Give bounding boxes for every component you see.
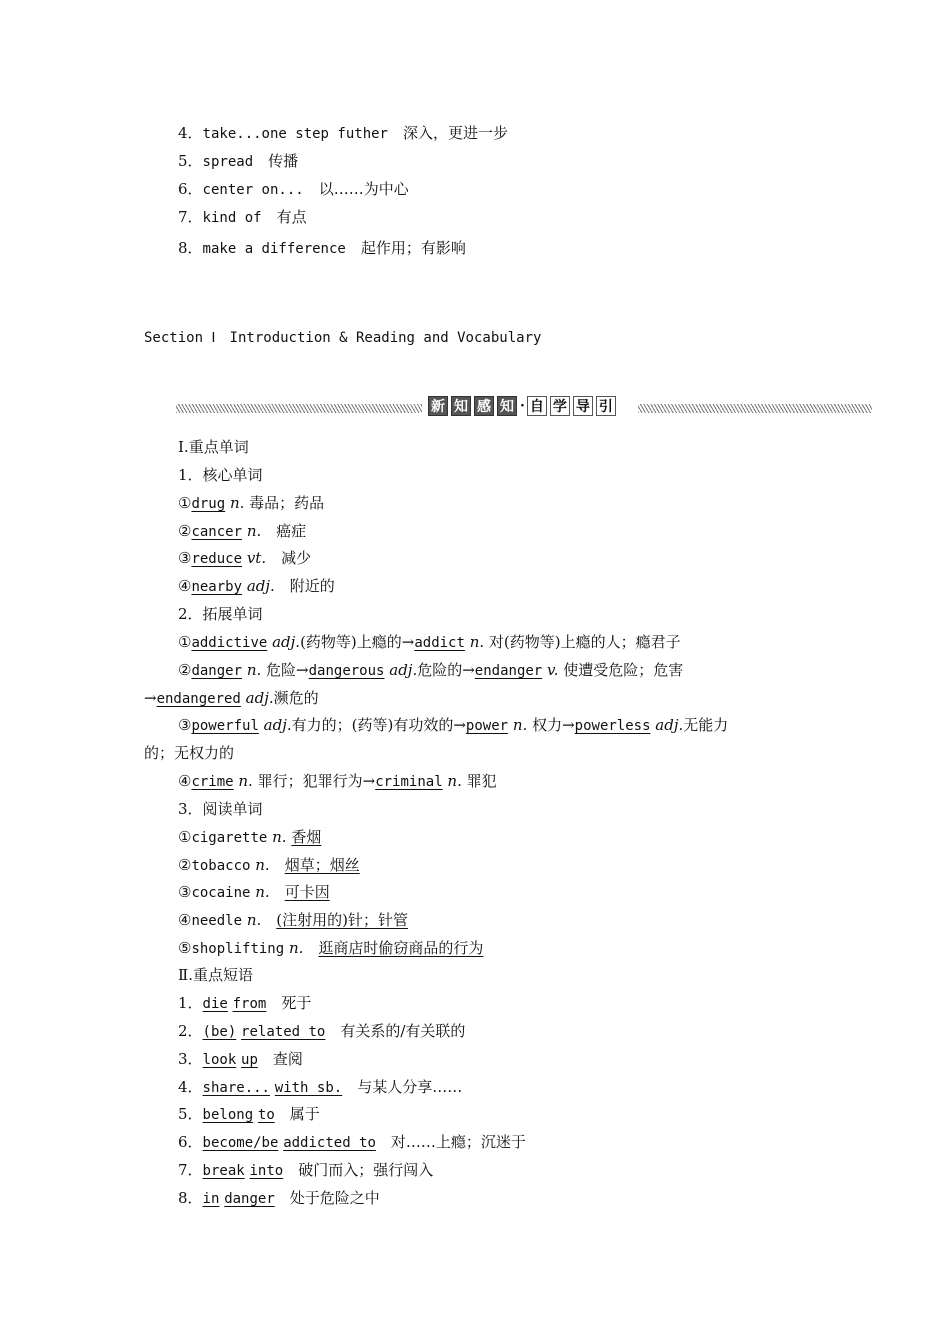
item-index: ④ [178, 577, 192, 595]
extended-word-item [178, 632, 681, 653]
phrase-chinese: 死于 [281, 994, 312, 1012]
part-of-speech: adj. [245, 689, 274, 707]
reading-words-heading: 3．阅读单词 [178, 800, 263, 818]
phrase-part: with sb. [274, 1080, 343, 1096]
extended-words-heading: 2．拓展单词 [178, 605, 263, 623]
key-phrase-item [178, 1160, 433, 1181]
key-phrase-item [178, 1049, 303, 1070]
banner-tile: 引 [596, 396, 616, 416]
phrase-chinese: 有点 [276, 208, 307, 226]
item-number: 8． [178, 239, 203, 257]
item-index: ⑤ [178, 939, 192, 957]
phrase-part: belong [202, 1107, 254, 1123]
key-phrase-item [178, 1021, 465, 1042]
vocab-meaning: 罪行；犯罪行为→ [257, 772, 376, 790]
item-number: 2． [178, 1022, 203, 1040]
item-index: ③ [178, 716, 192, 734]
vocab-word: cocaine [191, 885, 251, 901]
item-number: 5． [178, 1105, 203, 1123]
phrase-chinese: 深入，更进一步 [403, 124, 509, 142]
item-number: 4． [178, 124, 203, 142]
section-title: Section Ⅰ Introduction & Reading and Vocabulary [144, 330, 542, 346]
phrase-item [178, 238, 466, 259]
banner-tiles [428, 396, 619, 416]
phrase-part: to [257, 1107, 275, 1123]
phrase-item [178, 123, 508, 144]
core-words-heading: 1．核心单词 [178, 466, 263, 484]
vocab-word: power [465, 718, 509, 734]
part-of-speech: vt. [246, 549, 267, 567]
phrase-chinese: 对……上瘾；沉迷于 [390, 1133, 526, 1151]
vocab-meaning: 使遭受危险；危害 [563, 661, 684, 679]
banner-tile: 知 [497, 396, 517, 416]
core-word-item [178, 521, 306, 542]
item-index: ④ [178, 911, 192, 929]
vocab-meaning: 无能力 [683, 716, 729, 734]
vocab-word: tobacco [191, 858, 251, 874]
part-of-speech: adj. [272, 633, 301, 651]
vocab-meaning: 危险→ [266, 661, 309, 679]
vocab-word: nearby [191, 579, 243, 595]
reading-word-item [178, 855, 360, 876]
key-phrase-item [178, 1188, 380, 1209]
extended-word-item-continued: 的；无权力的 [144, 744, 235, 762]
extended-word-item [178, 715, 728, 736]
vocab-word: cancer [191, 524, 243, 540]
vocab-word: drug [191, 496, 226, 512]
vocab-meaning: 权力→ [532, 716, 575, 734]
vocab-meaning: 对(药物等)上瘾的人；瘾君子 [488, 633, 681, 651]
vocab-word: needle [191, 913, 243, 929]
part-of-speech: adj. [389, 661, 418, 679]
phrase-english: make a difference [202, 241, 346, 257]
phrase-part: become/be [202, 1135, 279, 1151]
arrow-glyph: → [144, 689, 157, 707]
part2-heading: Ⅱ.重点短语 [178, 966, 253, 984]
banner-tile: 知 [451, 396, 471, 416]
vocab-meaning: (药物等)上瘾的→ [300, 633, 415, 651]
vocab-word: powerless [574, 718, 651, 734]
item-number: 7． [178, 1161, 203, 1179]
banner-tile: 感 [474, 396, 494, 416]
banner-tile: 自 [527, 396, 547, 416]
vocab-word: addict [414, 635, 465, 651]
vocab-word: criminal [375, 774, 443, 790]
phrase-english: take...one step futher [202, 126, 388, 142]
vocab-meaning: 有力的；(药等)有功效的→ [291, 716, 466, 734]
part-of-speech: n. [469, 633, 485, 651]
phrase-part: related to [241, 1024, 326, 1040]
core-word-item [178, 493, 324, 514]
vocab-meaning: 毒品；药品 [249, 494, 325, 512]
vocab-meaning: 危险的→ [417, 661, 475, 679]
core-word-item [178, 548, 311, 569]
extended-word-item [178, 771, 497, 792]
banner-separator: · [520, 398, 525, 414]
phrase-english: spread [202, 154, 254, 170]
item-index: ② [178, 661, 192, 679]
phrase-chinese: 与某人分享…… [357, 1078, 463, 1096]
vocab-word: cigarette [191, 830, 268, 846]
phrase-chinese: 属于 [289, 1105, 320, 1123]
phrase-part: from [232, 996, 267, 1012]
vocab-meaning: 香烟 [291, 828, 322, 846]
key-phrase-item [178, 1132, 526, 1153]
item-number: 6． [178, 1133, 203, 1151]
item-index: ① [178, 633, 192, 651]
part-of-speech: v. [547, 661, 559, 679]
part-of-speech: adj. [655, 716, 684, 734]
vocab-meaning: 可卡因 [284, 883, 330, 901]
item-number: 5． [178, 152, 203, 170]
phrase-chinese: 查阅 [272, 1050, 303, 1068]
banner-hatch-right [638, 404, 872, 413]
item-index: ③ [178, 549, 192, 567]
phrase-english: kind of [202, 210, 262, 226]
phrase-part: look [202, 1052, 237, 1068]
section-banner [176, 396, 872, 420]
banner-tile: 学 [550, 396, 570, 416]
core-word-item [178, 576, 335, 597]
reading-word-item [178, 827, 321, 848]
phrase-chinese: 以……为中心 [318, 180, 409, 198]
vocab-meaning: 罪犯 [466, 772, 497, 790]
vocab-word: reduce [191, 551, 243, 567]
banner-tile: 导 [573, 396, 593, 416]
part-of-speech: n. [246, 661, 262, 679]
item-index: ② [178, 522, 192, 540]
key-phrase-item [178, 1077, 462, 1098]
key-phrase-item [178, 993, 311, 1014]
part-of-speech: adj. [246, 577, 275, 595]
banner-hatch-left [176, 404, 422, 413]
reading-word-item [178, 938, 483, 959]
phrase-part: up [241, 1052, 258, 1068]
vocab-meaning: 濒危的 [273, 689, 319, 707]
part-of-speech: adj. [263, 716, 292, 734]
item-number: 8． [178, 1189, 203, 1207]
extended-word-item-continued [144, 688, 319, 709]
part-of-speech: n. [447, 772, 462, 790]
part-of-speech: n. [288, 939, 304, 957]
banner-tile: 新 [428, 396, 448, 416]
part-of-speech: n. [255, 883, 270, 901]
part-of-speech: n. [246, 522, 262, 540]
part1-heading: Ⅰ.重点单词 [178, 438, 249, 456]
reading-word-item [178, 882, 330, 903]
phrase-part: die [202, 996, 228, 1012]
part-of-speech: n. [512, 716, 528, 734]
part-of-speech: n. [255, 856, 270, 874]
part-of-speech: n. [246, 911, 262, 929]
vocab-meaning: 烟草；烟丝 [284, 856, 360, 874]
phrase-part: break [202, 1163, 245, 1179]
vocab-meaning: (注射用的)针；针管 [276, 911, 408, 929]
phrase-chinese: 传播 [268, 152, 299, 170]
item-index: ④ [178, 772, 192, 790]
phrase-part: in [202, 1191, 220, 1207]
item-number: 4． [178, 1078, 203, 1096]
vocab-word: dangerous [308, 663, 385, 679]
vocab-word: endanger [474, 663, 543, 679]
phrase-english: center on... [202, 182, 304, 198]
item-index: ① [178, 494, 192, 512]
phrase-chinese: 破门而入；强行闯入 [298, 1161, 434, 1179]
vocab-word: shoplifting [191, 941, 285, 957]
phrase-chinese: 处于危险之中 [289, 1189, 380, 1207]
phrase-part: addicted to [283, 1135, 376, 1151]
vocab-meaning: 减少 [281, 549, 312, 567]
vocab-word: addictive [191, 635, 268, 651]
vocab-meaning: 癌症 [276, 522, 307, 540]
vocab-word: powerful [191, 718, 259, 734]
phrase-part: into [249, 1163, 284, 1179]
vocab-meaning: 附近的 [289, 577, 335, 595]
item-number: 6． [178, 180, 203, 198]
vocab-word: crime [191, 774, 234, 790]
phrase-part: share... [202, 1080, 270, 1096]
reading-word-item [178, 910, 408, 931]
phrase-chinese: 有关系的/有关联的 [340, 1022, 466, 1040]
item-index: ② [178, 856, 192, 874]
item-number: 3． [178, 1050, 203, 1068]
part-of-speech: n. [229, 494, 245, 512]
key-phrase-item [178, 1104, 320, 1125]
vocab-meaning: 逛商店时偷窃商品的行为 [318, 939, 484, 957]
phrase-part: danger [224, 1191, 275, 1207]
vocab-word: danger [191, 663, 243, 679]
phrase-part: (be) [202, 1024, 237, 1040]
phrase-chinese: 起作用；有影响 [360, 239, 466, 257]
phrase-item [178, 179, 409, 200]
item-number: 7． [178, 208, 203, 226]
item-index: ③ [178, 883, 192, 901]
phrase-item [178, 207, 307, 228]
part-of-speech: n. [272, 828, 287, 846]
extended-word-item [178, 660, 683, 681]
part-of-speech: n. [238, 772, 253, 790]
item-index: ① [178, 828, 192, 846]
phrase-item [178, 151, 298, 172]
vocab-word: endangered [156, 691, 241, 707]
item-number: 1． [178, 994, 203, 1012]
